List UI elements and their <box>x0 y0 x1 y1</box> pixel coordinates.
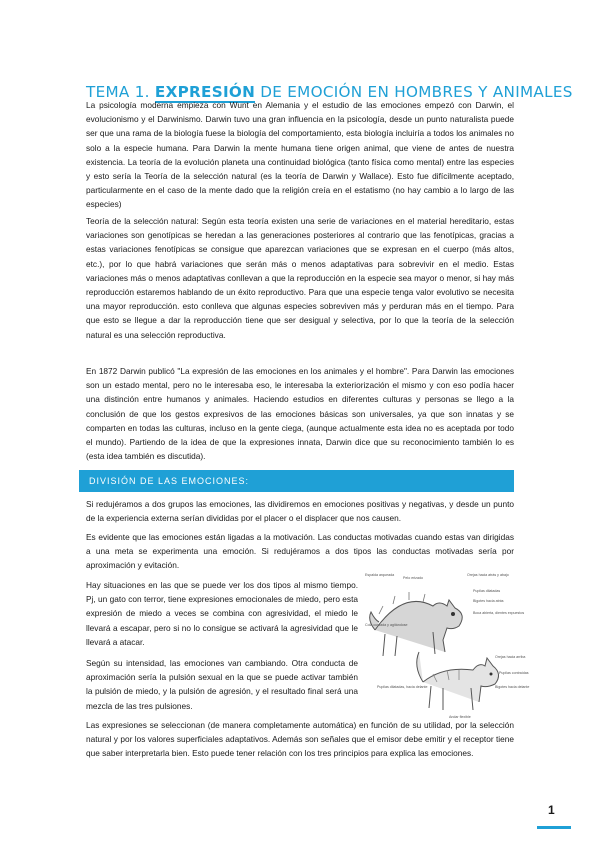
relaxed-cat-drawing <box>417 652 499 710</box>
title-emphasis: EXPRESIÓN <box>154 83 256 102</box>
paragraph-natural-selection: Teoría de la selección natural: Según esta teoría existen una serie de variaciones en el material hereditario, estas variaciones son genotípicas se heredan a las generaciones posteriores al contrario que las fenotípicas, gracias a estas variaciones fenotípicas se consigue que aparezcan variaciones que se expresan en el cuerpo (más altos, etc.), por lo que habrá variaciones que serán más o menos adaptativas para sobrevivir en el medio. Estas variaciones más o menos adaptativas conllevan a que la reproducción en la especie sea mayor o menor, si hay más reproducción estaremos hablando de un éxito reproductivo. Para que una especie tenga valor evolutivo se necesita una mayor reproducción. esto conlleva que algunas especies sobreviven más y perduran más en el tiempo. Para que esto se llegue a dar la reproducción tiene que ser desigual y selectiva, por lo que la teoría de la selección natural es una selección reproductiva. <box>86 216 514 340</box>
paragraph-two-groups: Si redujéramos a dos grupos las emociones, las dividiremos en emociones positivas y negativas, y desde un punto de la experiencia externa serían divididas por el placer o el displacer que nos causen. <box>86 499 514 524</box>
paragraph-intensity: Según su intensidad, las emociones van cambiando. Otra conducta de aproximación sería la pulsión sexual en la que se puede activar también la pulsión de miedo, y la pulsión de agresión, y el resultado final será una mezcla de las tres pulsiones. <box>86 658 358 711</box>
section-heading-division: DIVISIÓN DE LAS EMOCIONES: <box>79 470 514 492</box>
paragraph-intro: La psicología moderna empieza con Wunt en Alemania y el estudio de las emociones empezó con Darwin, el evolucionismo y el Darwinismo. Darwin tuvo una gran influencia en la psicología, desde un punto naturalista puede ser que una rama de la biología fuese la biología del comportamiento, esta biología incluiría a todos los animales no solo a la especie humana. Para Darwin la mente humana tiene origen animal, que viene de antes de nuestra existencia. La teoría de la evolución planeta una continuidad biológica (tanto física como mental) entre las especies y esto sería la Teoría de la selección natural (es la teoría de Darwin y Wallace). Esto fue difícilmente aceptado, particularmente en el caso de la mente dado que la religión creía en el estatismo (no hay cambio a lo largo de las especies) <box>86 100 514 210</box>
label-curved-tail: Cola curvada y agitándose <box>365 623 408 627</box>
page-number: 1 <box>548 803 555 817</box>
label-ears-up: Orejas hacia arriba <box>495 655 526 659</box>
label-ears-back: Orejas hacia atrás y abajo <box>467 573 509 577</box>
label-contracted-pupils: Pupilas contraídas <box>499 671 529 675</box>
label-whiskers-back: Bigotes hacia atrás <box>473 599 504 603</box>
title-rest: DE EMOCIÓN EN HOMBRES Y ANIMALES <box>255 83 573 102</box>
paragraph-darwin-1872: En 1872 Darwin publicó "La expresión de las emociones en los animales y el hombre". Para Darwin las emociones son un estado mental, pero no le interesaba eso, le interesaba la exteriorización el mismo y con eso podía hacer una distinción entre humanos y animales. Haciendo estudios en diferentes culturas y personas se llego a la conclusión de que los gestos expresivos de las emociones básicas son universales, ya que son innatas y se comparten en todas las culturas, incluso en la gente ciega, (aunque actualmente esta idea no es aceptada por todo el mundo). Partiendo de la idea de que la expresiones innata, Darwin dice que su reconocimiento también lo es (esta idea también es discutida). <box>86 366 514 462</box>
paragraph-expressions: Las expresiones se seleccionan (de manera completamente automática) en función de su utilidad, por la selección natural y por los valores superficiales adaptativos. Además son señales que el emisor debe emitir y el receptor tiene que saber interpretarla bien. Esto puede tener relación con los tres principios para explica las emociones. <box>86 720 514 759</box>
label-whiskers-forward: Bigotes hacia delante <box>495 685 530 689</box>
label-pupils-forward: Pupilas dilatadas, hacia delante <box>377 685 428 689</box>
paragraph-cat-example: Hay situaciones en las que se puede ver los dos tipos al mismo tiempo. Pj, un gato con terror, tiene expresiones emocionales de miedo, pero esta expresión de miedo a veces se combina con agresividad, el miedo le llevará a escapar, pero si no lo consigue se activará la agresividad que le llevará a atacar. <box>86 580 358 647</box>
paragraph-motivation: Es evidente que las emociones están ligadas a la motivación. Las conductas motivadas cuando estas van dirigidas a una meta se experimenta una emoción. Si redujéramos a dos tipos las conductas motivadas sería por aproximación y evitación. <box>86 532 514 571</box>
title-prefix: TEMA 1. <box>86 83 155 102</box>
label-arched-back: Espalda arqueada <box>365 573 395 577</box>
cat-expressions-illustration <box>363 570 530 720</box>
label-raised-fur: Pelo erizado <box>403 576 423 580</box>
label-open-mouth: Boca abierta, dientes expuestos <box>473 611 525 615</box>
label-dilated-pupils: Pupilas dilatadas <box>473 589 501 593</box>
label-flexible-walk: Andar flexible <box>449 715 471 719</box>
